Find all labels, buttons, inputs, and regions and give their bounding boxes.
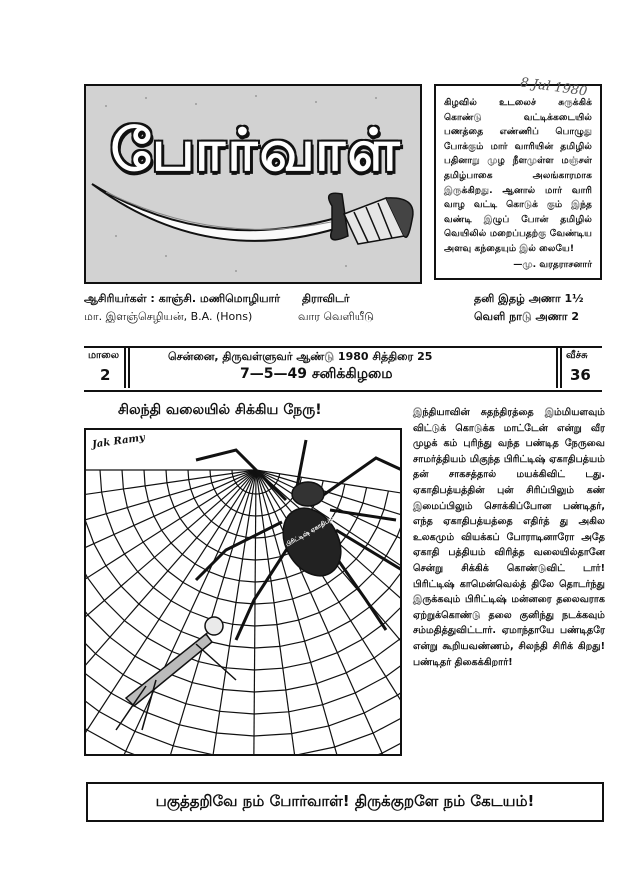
issue-number: 36: [570, 366, 591, 384]
cartoon-illustration: [84, 428, 402, 756]
newspaper-title: போர்வாள்: [110, 116, 402, 184]
artist-signature: Jak Ramy: [91, 432, 146, 451]
slogan-box: [86, 782, 604, 822]
quote-box: [434, 84, 602, 280]
editors-label: ஆசிரியர்கள் : காஞ்சி. மணிமொழியார்: [84, 292, 280, 305]
band-divider: [128, 346, 130, 388]
editorial-text: இந்தியாவின் சுதந்திரத்தை இம்மியளவும் விட்டுக் கொடுக்க மாட்டேன் என்று வீர முழக் கம் புரிந்து வந்த பண்டித நேருவை சாமர்த்தியம் மிகுந்த பிரிட்டிஷ் ஏகாதிபத்யம் தன் சாகசத்தால் மயக்கிவிட் டது. ஏகாதிபத்யத்தின் புன் சிரிப்பிலும் கண் இமைப்பிலும் சொக்கிப்போன பண்டிதர், எந்த ஏகாதிபத்யத்தை எதிர்த் து அகில உலகமும் வியக்கப் போராடினாரோ அதே ஏகாதி பத்தியம் விரித்த வலையில்தானே சென்று சிக்கிக் கொண்டுவிட் டார்! பிரிட்டிஷ் காமென்வெல்த் திலே தொடர்ந்து இருக்கவும் பிரிட்டிஷ் மன்னரை தலைவராக ஏற்றுக்கொண்டு தலை குனிந்து நடக்கவும் சம்மதித்துவிட்டார். ஏமாந்தாயே பண்டிதரே என்று கூறியவண்ணம், சிலந்தி சிரிக் கிறது! பண்டிதர் திகைக்கிறார்!: [413, 407, 605, 668]
price-local: தனி இதழ் அணா 1½: [474, 292, 584, 305]
band-divider: [124, 346, 126, 388]
caught-figure: [116, 617, 236, 730]
editor-name: மா. இளஞ்செழியன், B.A. (Hons): [84, 310, 253, 323]
editorial-column: [413, 405, 605, 670]
spider-label: பிரிட்டிஷ் ஏகாதிபத்யம்: [284, 510, 343, 549]
slogan-text: பகுத்தறிவே நம் போர்வாள்! திருக்குறளே நம் கேடயம்!: [155, 792, 535, 810]
price-foreign: வெளி நாடு அணா 2: [474, 310, 579, 323]
band-divider: [560, 346, 562, 388]
publisher-line2: வார வெளியீடு: [298, 310, 374, 323]
issue-label: வீச்சு: [566, 350, 588, 361]
issue-date: 7—5—49 சனிக்கிழமை: [240, 366, 393, 382]
quote-author: —மு. வரதராசனார்: [513, 258, 592, 270]
date-stamp: 8 Jul 1980: [519, 75, 589, 100]
band-divider: [556, 346, 558, 388]
publisher-line1: திராவிடர்: [302, 292, 350, 305]
cartoon-title: சிலந்தி வலையில் சிக்கிய நேரு!: [118, 402, 322, 418]
masthead: [84, 84, 422, 284]
volume-number: 2: [100, 366, 111, 384]
volume-label: மாலை: [88, 350, 120, 361]
spider-web: [86, 430, 402, 756]
tamil-date: சென்னை, திருவள்ளுவர் ஆண்டு 1980 சித்திரை 25: [168, 350, 433, 363]
quote-text: கிழவில் உடலைச் சுருக்கிக் கொண்டு வட்டிக்கடையில் பணத்தை எண்ணிப் பொழுது போக்கும் மார் வாரியின் தமிழில் பதினாறு முழ நீளமுள்ள மஞ்சள் தமிழ்பாகை அலங்காரமாக இருக்கிறது. ஆனால் மார் வாரி வாழ வட்டி கொடுக் கும் இந்த வண்டி இழுப் போன் தமிழில் வெயிலில் மறைப்பதற்கு வேண்டிய அளவு கந்தையும் இல் லையே!: [444, 97, 592, 254]
